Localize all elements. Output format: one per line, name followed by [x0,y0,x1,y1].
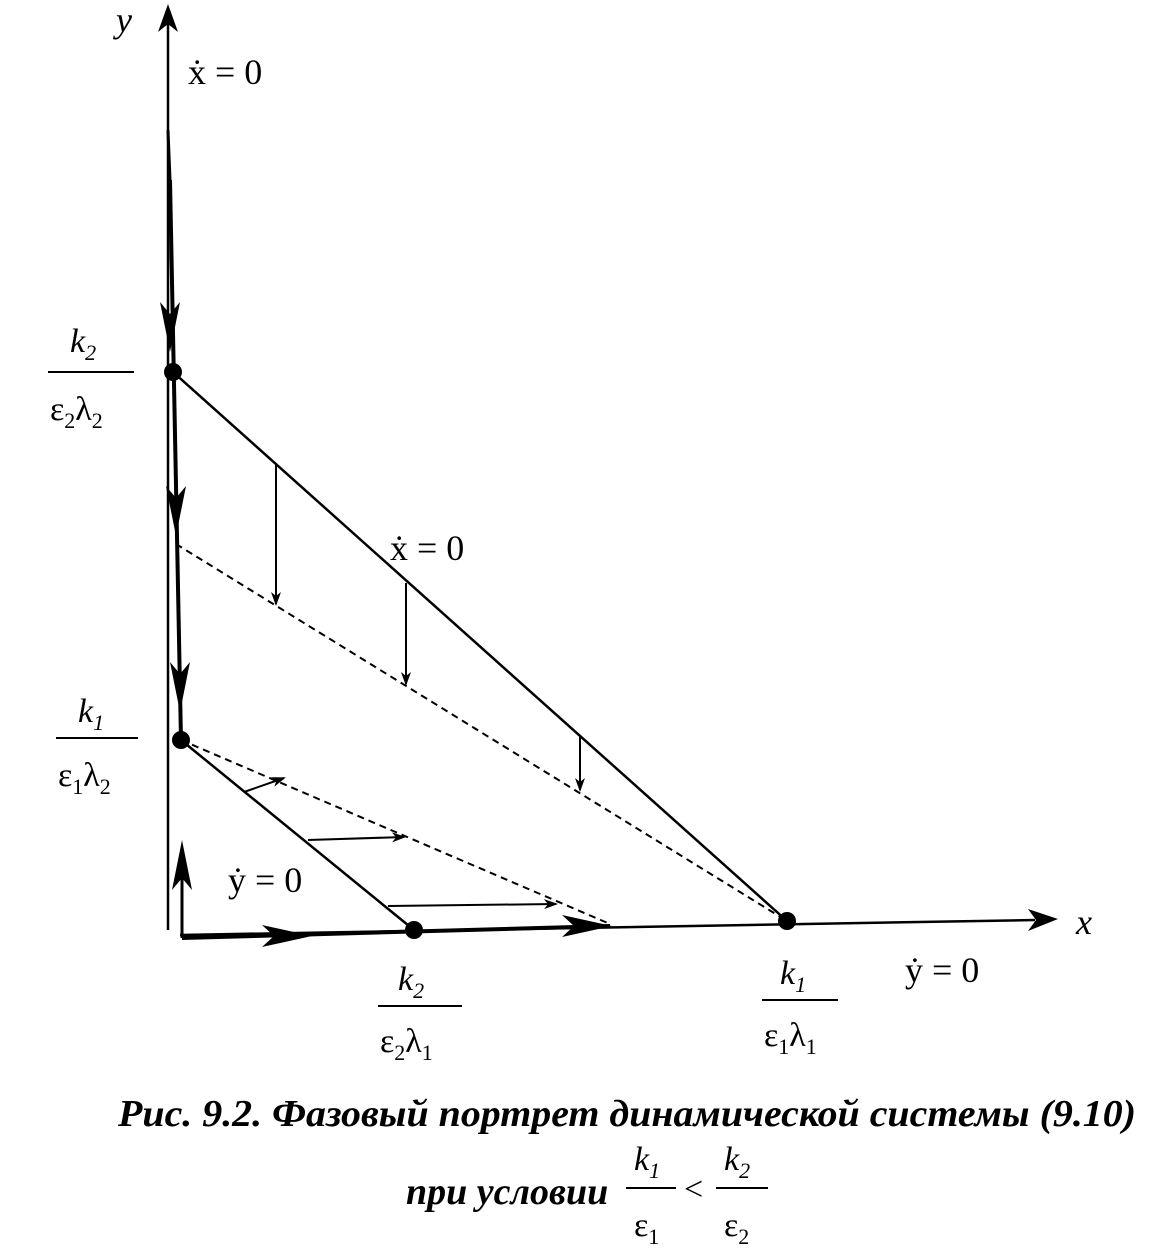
svg-text:k1: $k_1$ [780,955,807,997]
svg-text:ε2: $\varepsilon_2$ [724,1207,750,1249]
svg-text:k2: $k_2$ [398,961,425,1003]
horizontal-arrow-1 [244,778,284,792]
y-axis-trajectory [170,180,181,740]
equilibrium-point-x-right [778,912,796,930]
y-axis-upper-segment [168,130,170,180]
svg-text:ε2λ1: $\varepsilon_2\lambda_1$ [380,1023,433,1065]
svg-text:ε2λ2: $\varepsilon_2\lambda_2$ [50,391,103,433]
point-label-y-upper [48,323,134,433]
caption-line-1: Рис. 9.2. Фазовый портрет динамической системы (9.10) [116,1093,1136,1135]
ydot-zero-isocline [181,740,414,930]
equilibrium-point-y-upper [164,363,182,381]
point-label-x-right [762,955,838,1059]
svg-text:ε1: $\varepsilon_1$ [634,1207,660,1249]
point-label-y-lower [56,693,138,799]
ydot-zero-label-right: ẏ = 0 [905,950,980,990]
condition-fraction-left [626,1141,676,1249]
x-axis-label: x [1076,902,1092,942]
ydot-zero-label-mid: ẏ = 0 [228,860,303,900]
condition-fraction-right [716,1141,768,1249]
svg-text:k1: $k_1$ [634,1141,661,1183]
y-axis-label: y [116,0,132,40]
xdot-zero-isocline [173,372,787,921]
equilibrium-point-x-left [405,921,423,939]
svg-text:при условии: при условии [406,1171,609,1213]
point-label-x-left [378,961,462,1065]
condition-relation: < [684,1171,704,1208]
svg-text:k1: $k_1$ [78,693,105,735]
svg-text:ε1λ1: $\varepsilon_1\lambda_1$ [764,1017,817,1059]
y-arrow-1 [160,302,180,352]
caption-line-2 [406,1141,768,1249]
xdot-zero-label-top: ẋ = 0 [188,52,263,92]
svg-text:k2: $k_2$ [724,1141,751,1183]
horizontal-arrow-3 [388,904,556,906]
xdot-zero-label-mid: ẋ = 0 [390,528,465,568]
svg-text:ε1λ2: $\varepsilon_1\lambda_2$ [58,757,111,799]
horizontal-arrow-2 [308,837,404,840]
equilibrium-point-y-lower [172,731,190,749]
x-axis-trajectory [182,926,610,938]
svg-text:k2: $k_2$ [70,323,97,365]
